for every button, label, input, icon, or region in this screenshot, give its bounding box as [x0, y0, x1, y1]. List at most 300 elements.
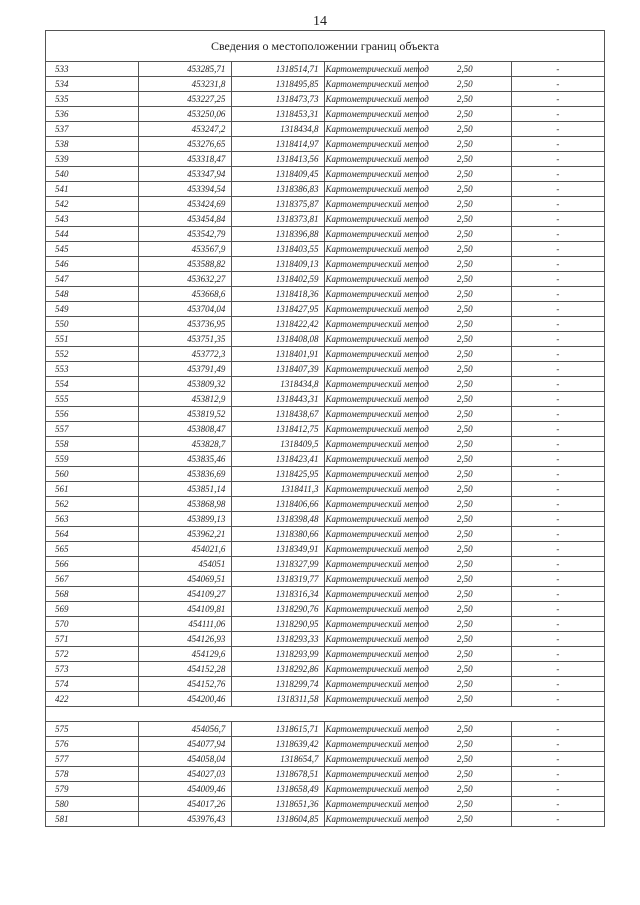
description-cell: - [511, 587, 604, 602]
point-number: 578 [46, 767, 139, 782]
table-row [46, 422, 605, 437]
description-cell: - [511, 257, 604, 272]
coordinate-x: 453812,9 [139, 392, 232, 407]
point-number: 577 [46, 752, 139, 767]
coordinate-x: 454021,6 [139, 542, 232, 557]
method-cell: Картометрический метод [325, 167, 418, 182]
accuracy-cell: 2,50 [418, 317, 511, 332]
coordinate-y: 1318412,75 [232, 422, 325, 437]
coordinate-y: 1318418,36 [232, 287, 325, 302]
description-cell: - [511, 182, 604, 197]
description-cell: - [511, 647, 604, 662]
description-cell: - [511, 452, 604, 467]
description-cell: - [511, 422, 604, 437]
coordinates-table [45, 30, 605, 827]
coordinate-x: 454200,46 [139, 692, 232, 707]
accuracy-cell: 2,50 [418, 212, 511, 227]
table-row [46, 332, 605, 347]
coordinate-y: 1318293,33 [232, 632, 325, 647]
coordinate-x: 453819,52 [139, 407, 232, 422]
description-cell: - [511, 467, 604, 482]
point-number: 566 [46, 557, 139, 572]
table-row [46, 212, 605, 227]
coordinate-x: 453567,9 [139, 242, 232, 257]
coordinate-y: 1318414,97 [232, 137, 325, 152]
method-cell: Картометрический метод [325, 287, 418, 302]
table-row [46, 632, 605, 647]
point-number: 549 [46, 302, 139, 317]
table-row [46, 722, 605, 737]
coordinate-x: 453868,98 [139, 497, 232, 512]
description-cell: - [511, 797, 604, 812]
coordinate-y: 1318514,71 [232, 62, 325, 77]
coordinate-x: 453632,27 [139, 272, 232, 287]
coordinate-y: 1318438,67 [232, 407, 325, 422]
point-number: 534 [46, 77, 139, 92]
accuracy-cell: 2,50 [418, 332, 511, 347]
coordinate-x: 453250,06 [139, 107, 232, 122]
point-number: 559 [46, 452, 139, 467]
point-number: 557 [46, 422, 139, 437]
method-cell: Картометрический метод [325, 182, 418, 197]
accuracy-cell: 2,50 [418, 302, 511, 317]
description-cell: - [511, 482, 604, 497]
accuracy-cell: 2,50 [418, 227, 511, 242]
coordinate-y: 1318651,36 [232, 797, 325, 812]
coordinate-x: 453394,54 [139, 182, 232, 197]
point-number: 565 [46, 542, 139, 557]
description-cell: - [511, 677, 604, 692]
coordinate-y: 1318409,5 [232, 437, 325, 452]
method-cell: Картометрический метод [325, 542, 418, 557]
accuracy-cell: 2,50 [418, 557, 511, 572]
table-row [46, 587, 605, 602]
accuracy-cell: 2,50 [418, 152, 511, 167]
method-cell: Картометрический метод [325, 302, 418, 317]
method-cell: Картометрический метод [325, 407, 418, 422]
table-row [46, 302, 605, 317]
table-row [46, 782, 605, 797]
point-number: 546 [46, 257, 139, 272]
method-cell: Картометрический метод [325, 197, 418, 212]
method-cell: Картометрический метод [325, 497, 418, 512]
method-cell: Картометрический метод [325, 107, 418, 122]
accuracy-cell: 2,50 [418, 422, 511, 437]
accuracy-cell: 2,50 [418, 782, 511, 797]
description-cell: - [511, 122, 604, 137]
table-row [46, 797, 605, 812]
method-cell: Картометрический метод [325, 662, 418, 677]
coordinate-x: 454051 [139, 557, 232, 572]
coordinate-x: 453231,8 [139, 77, 232, 92]
accuracy-cell: 2,50 [418, 182, 511, 197]
method-cell: Картометрический метод [325, 347, 418, 362]
accuracy-cell: 2,50 [418, 257, 511, 272]
description-cell: - [511, 782, 604, 797]
method-cell: Картометрический метод [325, 272, 418, 287]
description-cell: - [511, 632, 604, 647]
coordinate-x: 453227,25 [139, 92, 232, 107]
point-number: 543 [46, 212, 139, 227]
description-cell: - [511, 527, 604, 542]
description-cell: - [511, 92, 604, 107]
table-row [46, 542, 605, 557]
accuracy-cell: 2,50 [418, 392, 511, 407]
coordinate-x: 453276,65 [139, 137, 232, 152]
coordinate-y: 1318375,87 [232, 197, 325, 212]
point-number: 553 [46, 362, 139, 377]
spacer-cell [46, 707, 605, 722]
accuracy-cell: 2,50 [418, 137, 511, 152]
point-number: 542 [46, 197, 139, 212]
description-cell: - [511, 137, 604, 152]
coordinate-y: 1318386,83 [232, 182, 325, 197]
method-cell: Картометрический метод [325, 692, 418, 707]
table-row [46, 167, 605, 182]
accuracy-cell: 2,50 [418, 602, 511, 617]
accuracy-cell: 2,50 [418, 692, 511, 707]
description-cell: - [511, 242, 604, 257]
point-number: 561 [46, 482, 139, 497]
description-cell: - [511, 572, 604, 587]
coordinate-y: 1318413,56 [232, 152, 325, 167]
table-row [46, 257, 605, 272]
description-cell: - [511, 107, 604, 122]
coordinate-y: 1318319,77 [232, 572, 325, 587]
accuracy-cell: 2,50 [418, 527, 511, 542]
table-row [46, 647, 605, 662]
accuracy-cell: 2,50 [418, 482, 511, 497]
accuracy-cell: 2,50 [418, 617, 511, 632]
accuracy-cell: 2,50 [418, 197, 511, 212]
description-cell: - [511, 347, 604, 362]
coordinate-x: 454129,6 [139, 647, 232, 662]
description-cell: - [511, 737, 604, 752]
point-number: 563 [46, 512, 139, 527]
coordinate-y: 1318292,86 [232, 662, 325, 677]
description-cell: - [511, 287, 604, 302]
coordinate-y: 1318403,55 [232, 242, 325, 257]
accuracy-cell: 2,50 [418, 122, 511, 137]
point-number: 573 [46, 662, 139, 677]
description-cell: - [511, 767, 604, 782]
point-number: 538 [46, 137, 139, 152]
table-row [46, 497, 605, 512]
coordinate-x: 453542,79 [139, 227, 232, 242]
accuracy-cell: 2,50 [418, 812, 511, 827]
coordinate-y: 1318443,31 [232, 392, 325, 407]
description-cell: - [511, 812, 604, 827]
method-cell: Картометрический метод [325, 572, 418, 587]
accuracy-cell: 2,50 [418, 242, 511, 257]
coordinate-y: 1318427,95 [232, 302, 325, 317]
description-cell: - [511, 662, 604, 677]
method-cell: Картометрический метод [325, 557, 418, 572]
description-cell: - [511, 692, 604, 707]
coordinate-x: 454056,7 [139, 722, 232, 737]
coordinate-y: 1318373,81 [232, 212, 325, 227]
accuracy-cell: 2,50 [418, 107, 511, 122]
description-cell: - [511, 542, 604, 557]
method-cell: Картометрический метод [325, 152, 418, 167]
coordinate-y: 1318423,41 [232, 452, 325, 467]
table-row [46, 602, 605, 617]
method-cell: Картометрический метод [325, 137, 418, 152]
table-title: Сведения о местоположении границ объекта [46, 31, 605, 62]
point-number: 544 [46, 227, 139, 242]
coordinate-x: 454152,76 [139, 677, 232, 692]
coordinate-y: 1318349,91 [232, 542, 325, 557]
accuracy-cell: 2,50 [418, 92, 511, 107]
method-cell: Картометрический метод [325, 737, 418, 752]
method-cell: Картометрический метод [325, 482, 418, 497]
method-cell: Картометрический метод [325, 797, 418, 812]
accuracy-cell: 2,50 [418, 587, 511, 602]
description-cell: - [511, 227, 604, 242]
coordinate-y: 1318398,48 [232, 512, 325, 527]
point-number: 564 [46, 527, 139, 542]
point-number: 570 [46, 617, 139, 632]
description-cell: - [511, 512, 604, 527]
method-cell: Картометрический метод [325, 362, 418, 377]
coordinate-x: 453454,84 [139, 212, 232, 227]
coordinate-x: 453347,94 [139, 167, 232, 182]
coordinate-y: 1318290,95 [232, 617, 325, 632]
accuracy-cell: 2,50 [418, 737, 511, 752]
table-row [46, 692, 605, 707]
description-cell: - [511, 362, 604, 377]
point-number: 545 [46, 242, 139, 257]
table-row [46, 512, 605, 527]
table-row [46, 767, 605, 782]
method-cell: Картометрический метод [325, 617, 418, 632]
coordinate-y: 1318409,45 [232, 167, 325, 182]
table-row [46, 317, 605, 332]
coordinate-y: 1318604,85 [232, 812, 325, 827]
description-cell: - [511, 497, 604, 512]
table-row [46, 197, 605, 212]
method-cell: Картометрический метод [325, 422, 418, 437]
coordinate-x: 453736,95 [139, 317, 232, 332]
accuracy-cell: 2,50 [418, 752, 511, 767]
table-row [46, 347, 605, 362]
method-cell: Картометрический метод [325, 227, 418, 242]
point-number: 535 [46, 92, 139, 107]
description-cell: - [511, 557, 604, 572]
table-row [46, 812, 605, 827]
description-cell: - [511, 617, 604, 632]
point-number: 567 [46, 572, 139, 587]
coordinate-x: 454009,46 [139, 782, 232, 797]
coordinate-x: 453285,71 [139, 62, 232, 77]
point-number: 560 [46, 467, 139, 482]
table-header [46, 31, 605, 62]
method-cell: Картометрический метод [325, 602, 418, 617]
point-number: 539 [46, 152, 139, 167]
point-number: 575 [46, 722, 139, 737]
table-row [46, 272, 605, 287]
table-row [46, 392, 605, 407]
method-cell: Картометрический метод [325, 812, 418, 827]
coordinate-x: 453962,21 [139, 527, 232, 542]
table-row [46, 572, 605, 587]
point-number: 537 [46, 122, 139, 137]
description-cell: - [511, 152, 604, 167]
accuracy-cell: 2,50 [418, 77, 511, 92]
description-cell: - [511, 317, 604, 332]
coordinate-y: 1318406,66 [232, 497, 325, 512]
table-row [46, 752, 605, 767]
point-number: 536 [46, 107, 139, 122]
table-row [46, 227, 605, 242]
coordinate-x: 454109,81 [139, 602, 232, 617]
coordinate-x: 454069,51 [139, 572, 232, 587]
accuracy-cell: 2,50 [418, 497, 511, 512]
coordinate-y: 1318409,13 [232, 257, 325, 272]
accuracy-cell: 2,50 [418, 362, 511, 377]
coordinate-y: 1318293,99 [232, 647, 325, 662]
description-cell: - [511, 332, 604, 347]
description-cell: - [511, 407, 604, 422]
description-cell: - [511, 392, 604, 407]
point-number: 555 [46, 392, 139, 407]
coordinate-y: 1318408,08 [232, 332, 325, 347]
method-cell: Картометрический метод [325, 527, 418, 542]
coordinate-y: 1318473,73 [232, 92, 325, 107]
description-cell: - [511, 752, 604, 767]
table-row [46, 527, 605, 542]
coordinate-x: 453836,69 [139, 467, 232, 482]
method-cell: Картометрический метод [325, 452, 418, 467]
coordinate-x: 453808,47 [139, 422, 232, 437]
accuracy-cell: 2,50 [418, 62, 511, 77]
accuracy-cell: 2,50 [418, 647, 511, 662]
table-row [46, 77, 605, 92]
description-cell: - [511, 437, 604, 452]
table-row [46, 617, 605, 632]
table-row [46, 137, 605, 152]
accuracy-cell: 2,50 [418, 452, 511, 467]
accuracy-cell: 2,50 [418, 632, 511, 647]
method-cell: Картометрический метод [325, 392, 418, 407]
method-cell: Картометрический метод [325, 242, 418, 257]
description-cell: - [511, 62, 604, 77]
point-number: 562 [46, 497, 139, 512]
accuracy-cell: 2,50 [418, 467, 511, 482]
coordinate-x: 454111,06 [139, 617, 232, 632]
point-number: 548 [46, 287, 139, 302]
coordinate-x: 453772,3 [139, 347, 232, 362]
method-cell: Картометрический метод [325, 212, 418, 227]
coordinate-y: 1318615,71 [232, 722, 325, 737]
coordinate-x: 453424,69 [139, 197, 232, 212]
method-cell: Картометрический метод [325, 587, 418, 602]
coordinate-y: 1318396,88 [232, 227, 325, 242]
coordinate-y: 1318401,91 [232, 347, 325, 362]
accuracy-cell: 2,50 [418, 767, 511, 782]
table-row [46, 677, 605, 692]
method-cell: Картометрический метод [325, 647, 418, 662]
coordinate-x: 454058,04 [139, 752, 232, 767]
point-number: 569 [46, 602, 139, 617]
accuracy-cell: 2,50 [418, 287, 511, 302]
coordinate-x: 453851,14 [139, 482, 232, 497]
coordinate-x: 454027,03 [139, 767, 232, 782]
coordinate-x: 453247,2 [139, 122, 232, 137]
coordinate-x: 453976,43 [139, 812, 232, 827]
point-number: 580 [46, 797, 139, 812]
coordinate-y: 1318453,31 [232, 107, 325, 122]
table-row [46, 377, 605, 392]
method-cell: Картометрический метод [325, 92, 418, 107]
accuracy-cell: 2,50 [418, 572, 511, 587]
table-row [46, 287, 605, 302]
coordinate-x: 454017,26 [139, 797, 232, 812]
coordinate-x: 453751,35 [139, 332, 232, 347]
method-cell: Картометрический метод [325, 722, 418, 737]
accuracy-cell: 2,50 [418, 542, 511, 557]
point-number: 547 [46, 272, 139, 287]
point-number: 422 [46, 692, 139, 707]
method-cell: Картометрический метод [325, 437, 418, 452]
description-cell: - [511, 602, 604, 617]
coordinate-y: 1318407,39 [232, 362, 325, 377]
table-row [46, 737, 605, 752]
coordinate-y: 1318380,66 [232, 527, 325, 542]
table-row [46, 407, 605, 422]
accuracy-cell: 2,50 [418, 512, 511, 527]
point-number: 576 [46, 737, 139, 752]
coordinate-x: 454077,94 [139, 737, 232, 752]
method-cell: Картометрический метод [325, 767, 418, 782]
coordinate-x: 453899,13 [139, 512, 232, 527]
method-cell: Картометрический метод [325, 332, 418, 347]
description-cell: - [511, 77, 604, 92]
description-cell: - [511, 197, 604, 212]
table-row [46, 362, 605, 377]
accuracy-cell: 2,50 [418, 407, 511, 422]
coordinate-x: 454152,28 [139, 662, 232, 677]
description-cell: - [511, 212, 604, 227]
method-cell: Картометрический метод [325, 782, 418, 797]
accuracy-cell: 2,50 [418, 167, 511, 182]
coordinate-y: 1318678,51 [232, 767, 325, 782]
table-row [46, 437, 605, 452]
coordinate-y: 1318658,49 [232, 782, 325, 797]
accuracy-cell: 2,50 [418, 377, 511, 392]
point-number: 556 [46, 407, 139, 422]
method-cell: Картометрический метод [325, 752, 418, 767]
accuracy-cell: 2,50 [418, 347, 511, 362]
point-number: 540 [46, 167, 139, 182]
point-number: 552 [46, 347, 139, 362]
table-row [46, 152, 605, 167]
point-number: 551 [46, 332, 139, 347]
coordinate-y: 1318639,42 [232, 737, 325, 752]
method-cell: Картометрический метод [325, 77, 418, 92]
point-number: 574 [46, 677, 139, 692]
coordinate-x: 453809,32 [139, 377, 232, 392]
table-row [46, 662, 605, 677]
accuracy-cell: 2,50 [418, 272, 511, 287]
coordinate-x: 453828,7 [139, 437, 232, 452]
accuracy-cell: 2,50 [418, 722, 511, 737]
spacer-row [46, 707, 605, 722]
accuracy-cell: 2,50 [418, 437, 511, 452]
point-number: 541 [46, 182, 139, 197]
description-cell: - [511, 167, 604, 182]
method-cell: Картометрический метод [325, 677, 418, 692]
